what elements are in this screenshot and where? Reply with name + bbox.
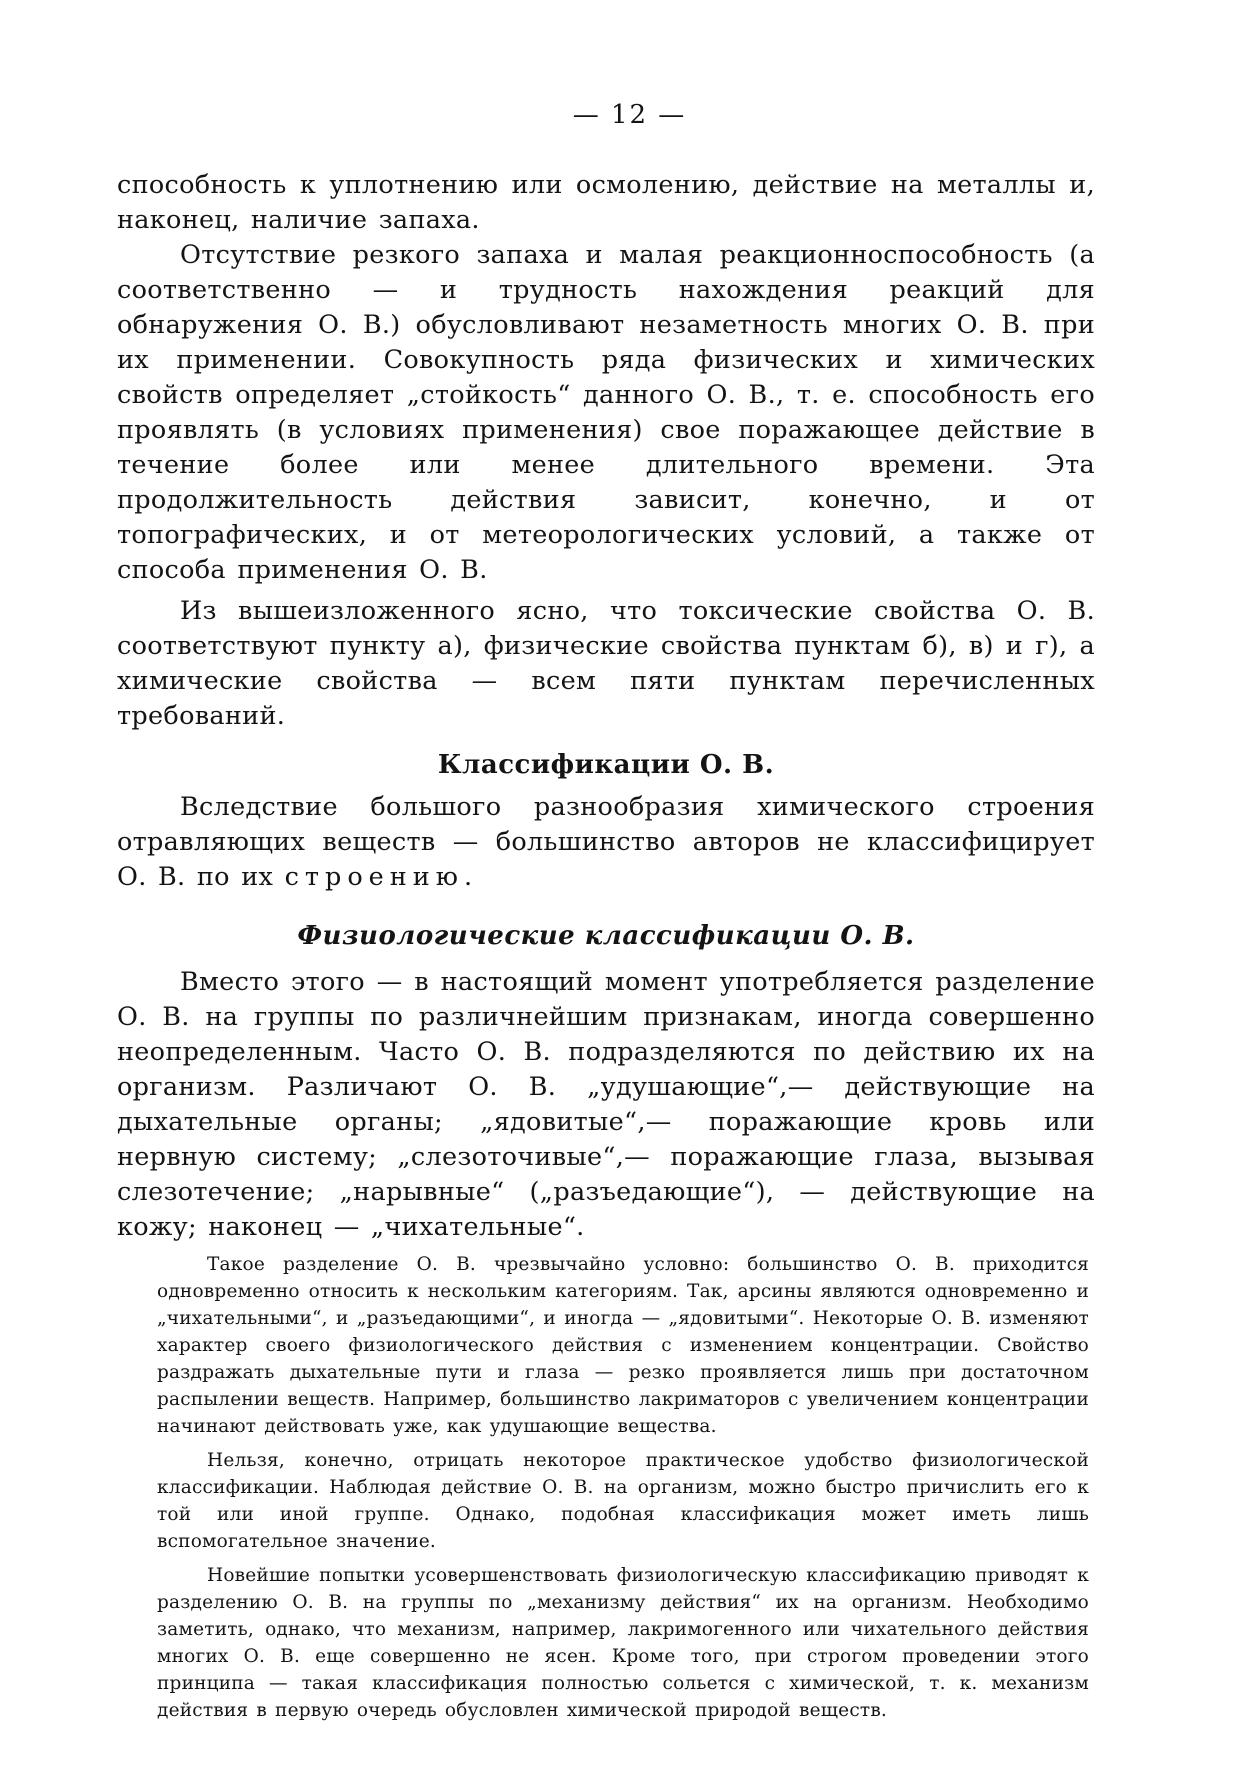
- classification-intro-text: Вследствие большого разнообразия химического строения отравляющих веществ — большинство авторов не классифицирует О. В. по их: [117, 792, 1095, 892]
- paragraph-odor-and-persistence: Отсутствие резкого запаха и малая реакционноспособность (а соответственно — и трудность нахождения реакций для обнаружения О. В.) обусловливают незаметность многих О. В. при их применении. Совокупность ряда физических и химических свойств определяет „стойкость“ данного О. В., т. е. способность его проявлять (в условиях применения) свое поражающее действие в течение более или менее длительного времени. Эта продолжительность действия зависит, конечно, и от топографических, и от метеорологических условий, а также от способа применения О. В.: [117, 240, 1095, 585]
- paragraph-physiological-groups: Вместо этого — в настоящий момент употребляется разделение О. В. на группы по различнейшим признакам, иногда совершенно неопределенным. Часто О. В. подразделяются по действию их на организм. Различают О. В. „удушающие“,— действующие на дыхательные органы; „ядовитые“,— поражающие кровь или нервную систему; „слезоточивые“,— поражающие глаза, вызывая слезотечение; „нарывные“ („разъедающие“), — действующие на кожу; наконец — „чихательные“.: [117, 967, 1095, 1242]
- small-print-notes: [117, 1251, 1095, 1724]
- paragraph-classification-intro: [117, 790, 1095, 895]
- note-mechanism-of-action: Новейшие попытки усовершенствовать физиологическую классификацию приводят к разделению О. В. на группы по „механизму действия“ их на организм. Необходимо заметить, однако, что механизм, например, лакримогенного или чихательного действия многих О. В. еще совершенно не ясен. Кроме того, при строгом проведении этого принципа — такая классификация полностью сольется с химической, т. к. механизм действия в первую очередь обусловлен химической природой веществ.: [157, 1565, 1089, 1721]
- paragraph-properties-summary: Из вышеизложенного ясно, что токсические свойства О. В. соответствуют пункту а), физические свойства пунктам б), в) и г), а химические свойства — всем пяти пунктам перечисленных требований.: [117, 596, 1095, 731]
- text-column: [117, 168, 1095, 1731]
- note-practical-convenience: Нельзя, конечно, отрицать некоторое практическое удобство физиологической классификации. Наблюдая действие О. В. на организм, можно быстро причислить его к той или иной группе. Однако, подобная классификация может иметь лишь вспомогательное значение.: [157, 1450, 1089, 1552]
- section-heading: Классификации О. В.: [437, 750, 775, 780]
- note-conditional-classification: Такое разделение О. В. чрезвычайно условно: большинство О. В. приходится одновременно относить к нескольким категориям. Так, арсины являются одновременно и „чихательными“, и „разъедающими“, и иногда — „ядовитыми“. Некоторые О. В. изменяют характер своего физиологического действия с изменением концентрации. Свойство раздражать дыхательные пути и глаза — резко проявляется лишь при достаточном распылении веществ. Например, большинство лакриматоров с увеличением концентрации начинают действовать уже, как удушающие вещества.: [157, 1254, 1089, 1437]
- paragraph-continuation: способность к уплотнению или осмолению, действие на металлы и, наконец, наличие запаха.: [117, 170, 1095, 235]
- subsection-heading: Физиологические классификации О. В.: [297, 921, 915, 951]
- page-number: — 12 —: [572, 100, 687, 130]
- emphasized-word: строению.: [284, 862, 479, 892]
